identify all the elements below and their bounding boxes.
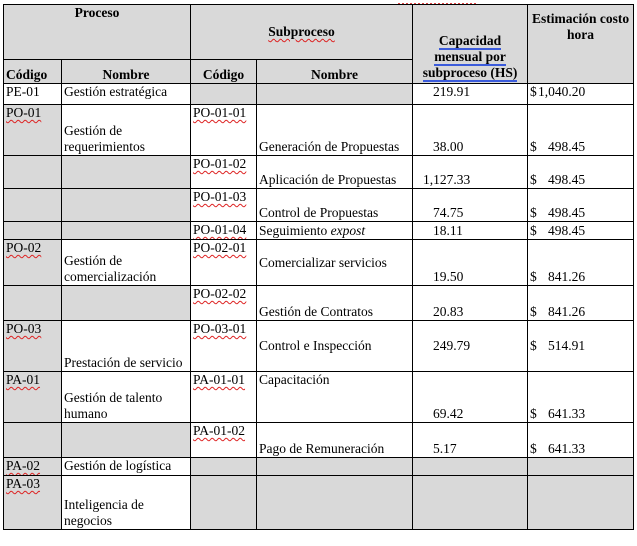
subprocess-name <box>257 105 413 156</box>
process-name: Prestación de servicio <box>62 321 191 372</box>
subprocess-name <box>257 240 413 286</box>
process-code-text: PO-01 <box>6 105 42 120</box>
cost-currency: $ <box>530 338 537 353</box>
subprocess-code-text: PO-01-03 <box>193 189 247 204</box>
subprocess-code-text: PA-01-02 <box>193 423 246 438</box>
subprocess-name-text: Pago de Remuneración <box>259 441 385 456</box>
process-code <box>4 423 62 458</box>
cost-currency: $ <box>530 84 537 99</box>
capacity-value: 219.91 <box>413 84 528 105</box>
subprocess-code-text: PO-03-01 <box>193 321 247 336</box>
cost-cell <box>528 372 634 423</box>
process-code-text: PA-03 <box>6 476 41 491</box>
cost-cell <box>528 458 634 476</box>
subprocess-name <box>257 222 413 240</box>
subprocess-code-text: PA-01-01 <box>193 372 246 387</box>
process-code <box>4 240 62 286</box>
process-name: Gestión estratégica <box>62 84 191 105</box>
subprocess-name <box>257 423 413 458</box>
subprocess-name-text: Aplicación de Propuestas <box>259 172 397 187</box>
subprocess-code-text: PO-02-02 <box>193 286 247 301</box>
capacity-value: 19.50 <box>413 240 528 286</box>
cost-currency: $ <box>530 223 537 238</box>
cost-value: 498.45 <box>548 172 586 187</box>
subprocess-name <box>257 321 413 372</box>
process-name: Gestión de talento humano <box>62 372 191 423</box>
subprocess-name <box>257 189 413 222</box>
subprocess-name-text: Capacitación <box>259 372 330 387</box>
subprocess-code <box>191 321 257 372</box>
subprocess-name-text: Seguimiento <box>259 223 328 238</box>
subprocess-code <box>191 423 257 458</box>
subprocess-code <box>191 458 257 476</box>
capacity-value: 5.17 <box>413 423 528 458</box>
capacity-value: 1,127.33 <box>413 156 528 189</box>
process-name <box>62 222 191 240</box>
process-code <box>4 105 62 156</box>
cost-currency: $ <box>530 269 537 284</box>
header-nombre-proceso: Nombre <box>62 60 191 84</box>
capacity-value: 18.11 <box>413 222 528 240</box>
process-name: Inteligencia de negocios <box>62 476 191 530</box>
cost-currency: $ <box>530 406 537 421</box>
process-name <box>62 156 191 189</box>
process-code <box>4 372 62 423</box>
cost-cell <box>528 321 634 372</box>
subprocess-name-text: Gestión de Contratos <box>259 304 374 319</box>
subprocess-name <box>257 84 413 105</box>
process-name: Gestión de requerimientos <box>62 105 191 156</box>
process-code-text: PA-02 <box>6 458 41 473</box>
process-name <box>62 423 191 458</box>
cost-cell <box>528 189 634 222</box>
capacity-value <box>413 458 528 476</box>
process-code-text: PO-03 <box>6 321 42 336</box>
cost-currency: $ <box>530 139 537 154</box>
process-code <box>4 458 62 476</box>
cost-cell <box>528 222 634 240</box>
process-code <box>4 286 62 321</box>
subprocess-code <box>191 84 257 105</box>
subprocess-code-text: PO-01-01 <box>193 105 247 120</box>
subprocess-code <box>191 156 257 189</box>
process-name: Gestión de logística <box>62 458 191 476</box>
subprocess-code-text: PO-01-02 <box>193 156 247 171</box>
cost-cell <box>528 156 634 189</box>
process-code-text: PA-01 <box>6 372 41 387</box>
cost-value: 641.33 <box>548 441 586 456</box>
cost-value: 498.45 <box>548 205 586 220</box>
header-capacidad-label: Capacidad mensual por subproceso (HS) <box>422 33 518 80</box>
subprocess-name-text: Control de Propuestas <box>259 205 379 220</box>
cost-cell <box>528 240 634 286</box>
subprocess-code <box>191 476 257 530</box>
cost-currency: $ <box>530 441 537 456</box>
process-name: Gestión de comercialización <box>62 240 191 286</box>
subprocess-code-text: PO-02-01 <box>193 240 247 255</box>
header-capacidad <box>413 5 528 84</box>
header-proceso: Proceso <box>4 5 191 60</box>
subprocess-code <box>191 286 257 321</box>
process-code <box>4 476 62 530</box>
subprocess-code <box>191 189 257 222</box>
subprocess-name <box>257 286 413 321</box>
process-code-text: PE-01 <box>6 84 40 99</box>
cost-value: 1,040.20 <box>538 84 586 99</box>
cost-value: 641.33 <box>548 406 586 421</box>
cost-currency: $ <box>530 172 537 187</box>
subprocess-name-text: Control e Inspección <box>259 338 372 353</box>
process-code <box>4 321 62 372</box>
subprocess-name-text: Generación de Propuestas <box>259 139 400 154</box>
subprocess-name <box>257 372 413 423</box>
cost-cell <box>528 286 634 321</box>
subprocess-name <box>257 458 413 476</box>
subprocess-code <box>191 222 257 240</box>
subprocess-name <box>257 476 413 530</box>
cost-value: 841.26 <box>548 304 586 319</box>
header-nombre-subproceso: Nombre <box>257 60 413 84</box>
process-code <box>4 222 62 240</box>
subprocess-name-text: Comercializar servicios <box>259 254 387 270</box>
header-costo: Estimación costo hora <box>528 5 634 84</box>
subprocess-code-text: PO-01-04 <box>193 222 247 237</box>
process-name <box>62 189 191 222</box>
header-codigo-proceso: Código <box>4 60 62 84</box>
subprocess-code <box>191 372 257 423</box>
subprocess-name <box>257 156 413 189</box>
capacity-value: 74.75 <box>413 189 528 222</box>
cost-value: 514.91 <box>548 338 586 353</box>
subprocess-name-emphasis: expost <box>330 223 366 238</box>
capacity-value: 69.42 <box>413 372 528 423</box>
process-code-text: PO-02 <box>6 240 42 255</box>
cost-cell <box>528 84 634 105</box>
cost-value: 498.45 <box>548 139 586 154</box>
cost-value: 841.26 <box>548 269 586 284</box>
cost-cell <box>528 476 634 530</box>
capacity-value: 38.00 <box>413 105 528 156</box>
header-subproceso-label: Subproceso <box>268 24 335 39</box>
cost-cell <box>528 423 634 458</box>
capacity-value: 20.83 <box>413 286 528 321</box>
process-code <box>4 156 62 189</box>
cost-currency: $ <box>530 205 537 220</box>
process-name <box>62 286 191 321</box>
cost-value: 498.45 <box>548 223 586 238</box>
capacity-value: 249.79 <box>413 321 528 372</box>
header-codigo-subproceso: Código <box>191 60 257 84</box>
capacity-value <box>413 476 528 530</box>
process-table-body <box>3 4 634 530</box>
header-subproceso <box>191 5 413 60</box>
cost-currency: $ <box>530 304 537 319</box>
process-code <box>4 84 62 105</box>
cost-cell <box>528 105 634 156</box>
subprocess-code <box>191 240 257 286</box>
process-code <box>4 189 62 222</box>
subprocess-code <box>191 105 257 156</box>
